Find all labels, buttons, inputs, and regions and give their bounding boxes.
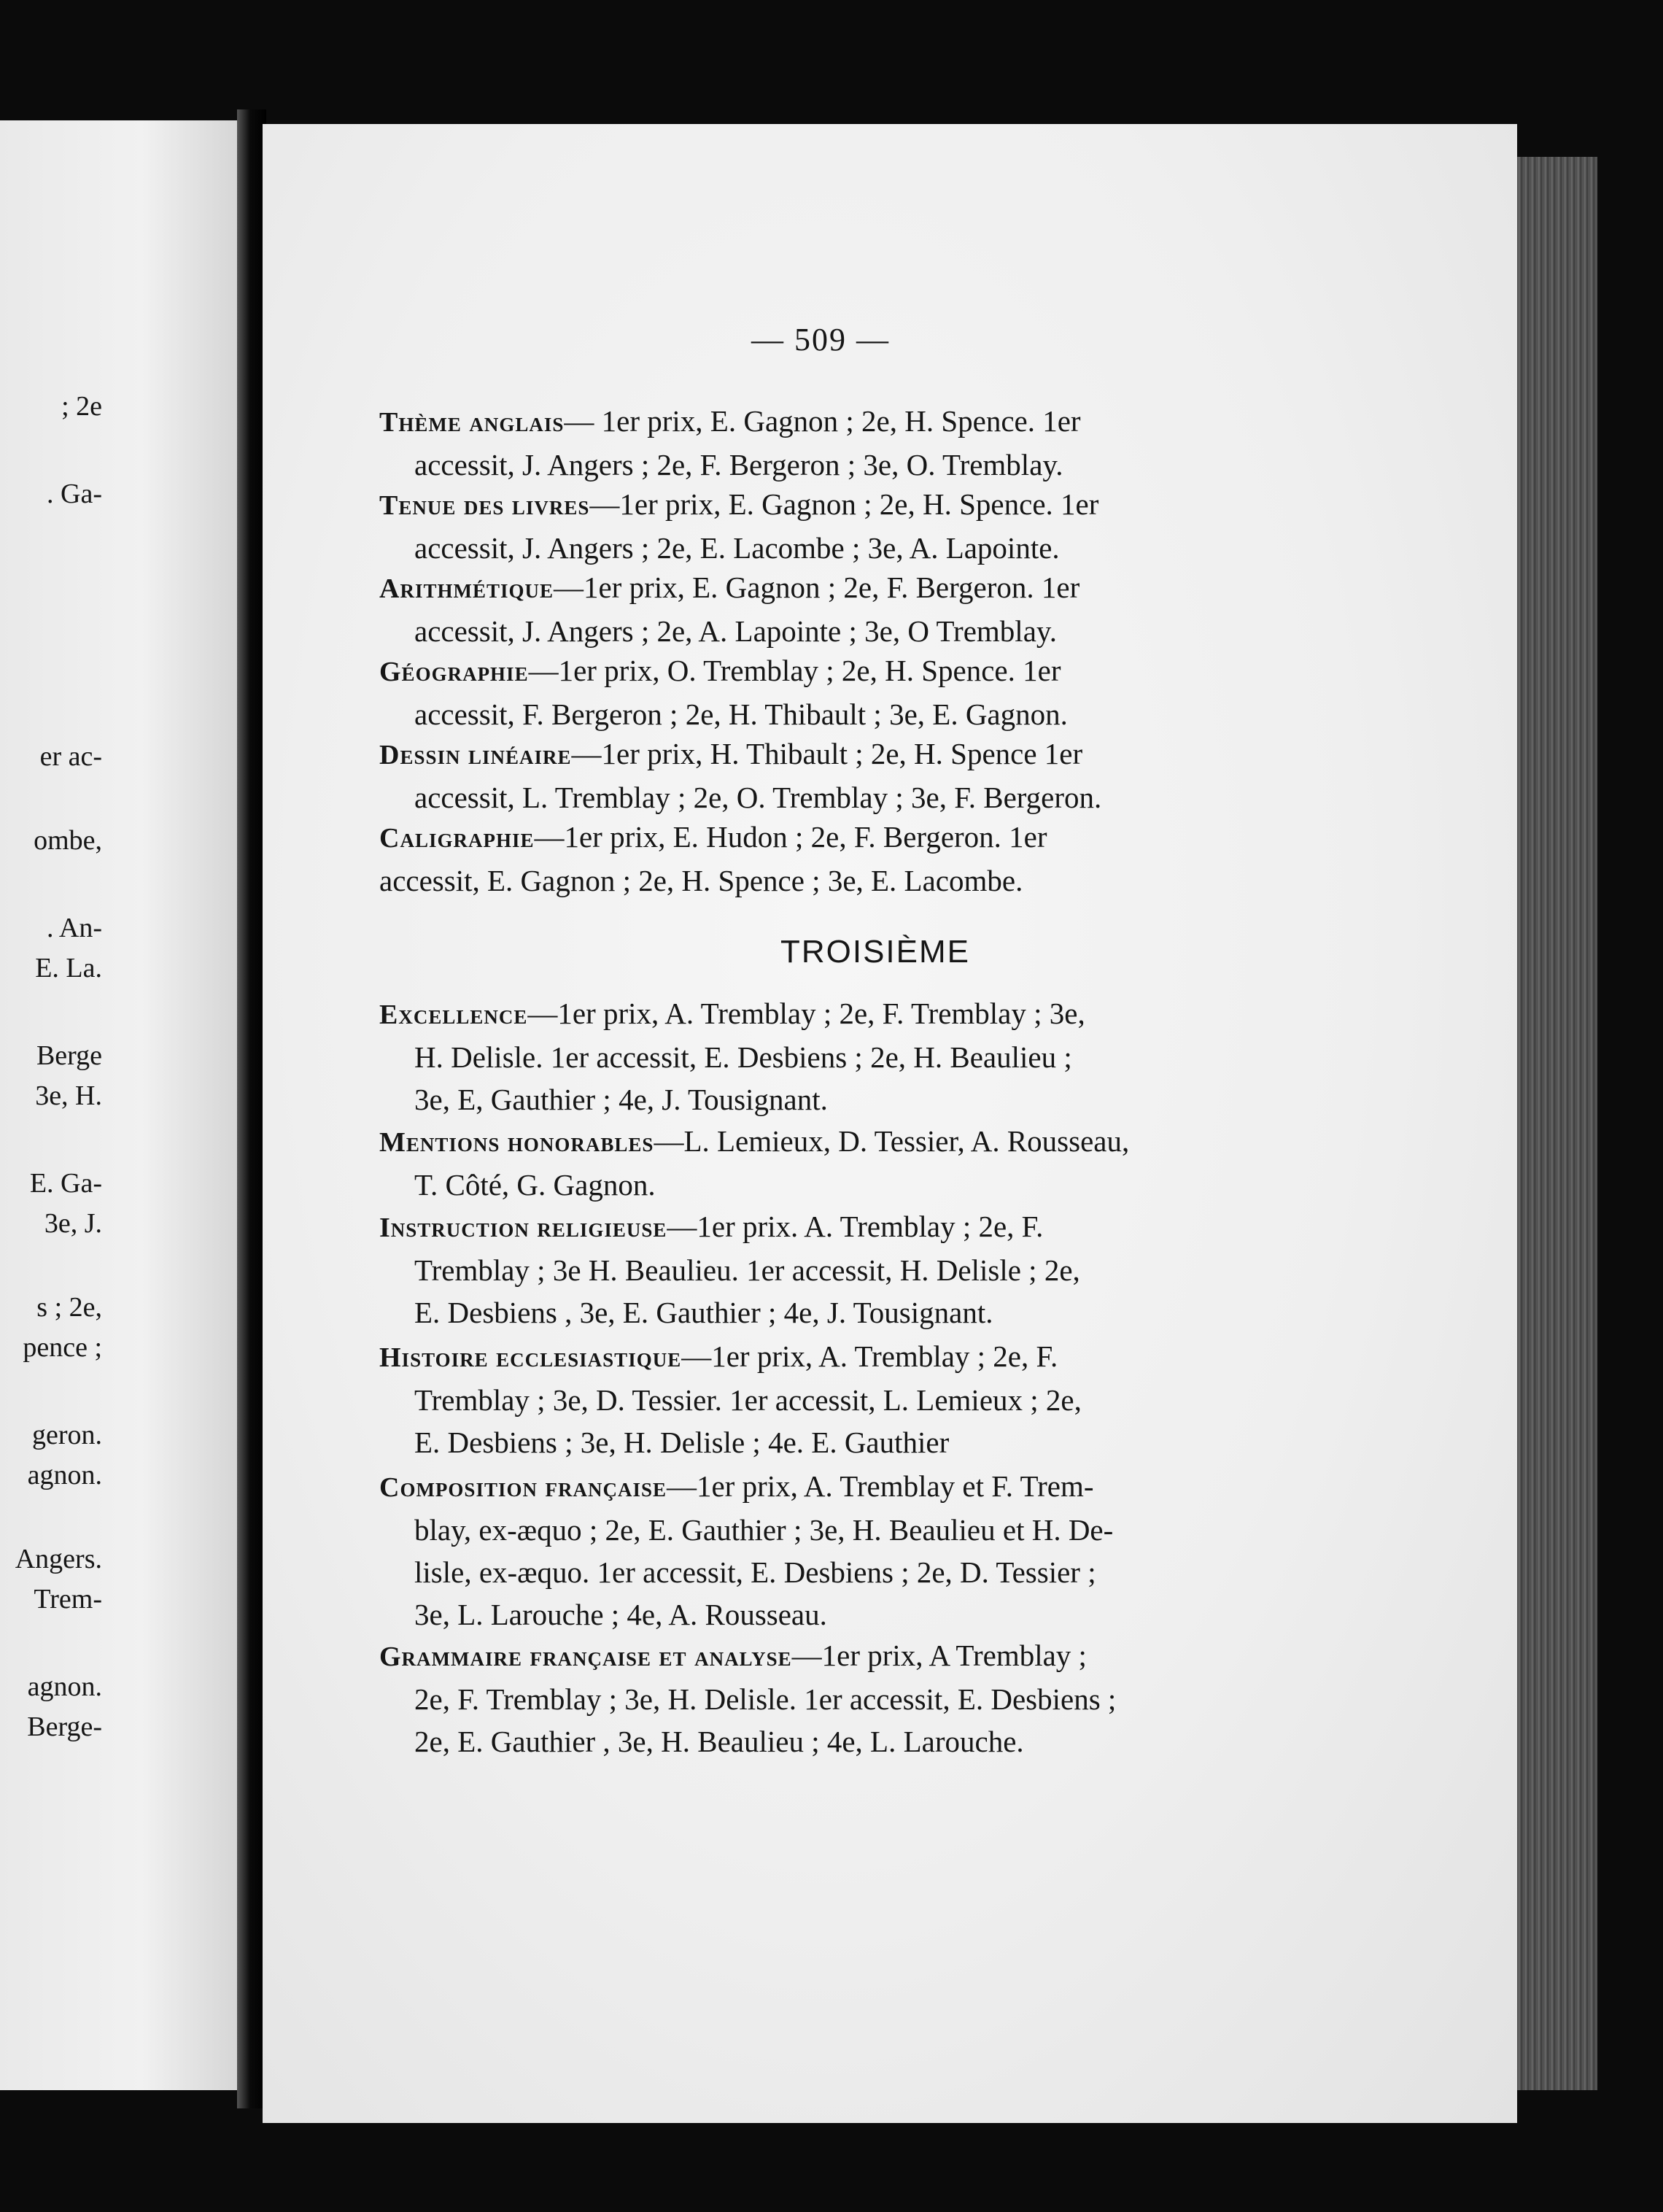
entry-line: E. Desbiens ; 3e, H. Delisle ; 4e. E. Gauthier	[414, 1426, 950, 1459]
left-fragment: E. Ga-	[29, 1168, 102, 1199]
entry-line: 3e, L. Larouche ; 4e, A. Rousseau.	[414, 1598, 827, 1631]
page-block-edges	[1517, 157, 1597, 2090]
left-fragment: s ; 2e,	[36, 1292, 102, 1323]
prize-entry	[379, 992, 1247, 1121]
entry-heading: Instruction religieuse	[379, 1213, 667, 1243]
previous-page	[0, 120, 237, 2090]
entry-line: —1er prix, E. Gagnon ; 2e, F. Bergeron. 1er	[553, 571, 1080, 604]
entry-line: — 1er prix, E. Gagnon ; 2e, H. Spence. 1er	[564, 404, 1081, 438]
left-fragment: pence ;	[23, 1332, 102, 1363]
entry-heading: Mentions honorables	[379, 1127, 654, 1158]
entry-line: E. Desbiens , 3e, E. Gauthier ; 4e, J. Tousignant.	[414, 1296, 993, 1329]
left-fragment: 3e, H.	[35, 1080, 102, 1111]
entry-line: —1er prix, A Tremblay ;	[791, 1639, 1087, 1672]
entry-line: 2e, F. Tremblay ; 3e, H. Delisle. 1er accessit, E. Desbiens ;	[414, 1682, 1117, 1716]
prize-entry	[379, 1634, 1247, 1763]
entry-line: accessit, F. Bergeron ; 2e, H. Thibault ; 3e, E. Gagnon.	[414, 697, 1068, 731]
entry-line: —L. Lemieux, D. Tessier, A. Rousseau,	[654, 1124, 1130, 1158]
left-fragment: Angers.	[15, 1544, 102, 1574]
entry-line: —1er prix, E. Hudon ; 2e, F. Bergeron. 1er	[534, 820, 1047, 854]
book-gutter	[237, 109, 266, 2108]
entry-line: accessit, E. Gagnon ; 2e, H. Spence ; 3e, E. Lacombe.	[379, 864, 1023, 897]
entry-heading: Géographie	[379, 657, 529, 687]
left-fragment: er ac-	[39, 741, 102, 772]
left-fragment: agnon.	[27, 1460, 102, 1490]
left-fragment: ombe,	[34, 825, 102, 856]
entry-heading: Dessin linéaire	[379, 740, 572, 770]
left-fragment: geron.	[31, 1420, 102, 1450]
entry-line: —1er prix, E. Gagnon ; 2e, H. Spence. 1er	[589, 487, 1099, 521]
entry-line: H. Delisle. 1er accessit, E. Desbiens ; 2e, H. Beaulieu ;	[414, 1040, 1072, 1074]
prize-entry	[379, 816, 1247, 902]
prize-entry	[379, 400, 1247, 486]
entry-line: T. Côté, G. Gagnon.	[414, 1168, 656, 1202]
left-fragment: 3e, J.	[44, 1208, 102, 1239]
entry-line: —1er prix, O. Tremblay ; 2e, H. Spence. 1er	[528, 654, 1061, 687]
left-fragment: . An-	[47, 913, 102, 943]
prize-entry	[379, 1465, 1247, 1636]
left-fragment: Berge-	[27, 1712, 102, 1742]
prize-entry	[379, 1205, 1247, 1334]
entry-heading: Excellence	[379, 999, 528, 1030]
entry-line: —1er prix, A. Tremblay ; 2e, F. Tremblay ; 3e,	[527, 997, 1085, 1030]
section-title: TROISIÈME	[780, 934, 971, 970]
entry-line: accessit, J. Angers ; 2e, E. Lacombe ; 3e, A. Lapointe.	[414, 531, 1060, 565]
entry-line: —1er prix, H. Thibault ; 2e, H. Spence 1er	[571, 737, 1083, 770]
prize-entry	[379, 732, 1247, 819]
entry-line: 2e, E. Gauthier , 3e, H. Beaulieu ; 4e, L. Larouche.	[414, 1725, 1024, 1758]
prize-entry	[379, 566, 1247, 652]
entry-line: accessit, J. Angers ; 2e, F. Bergeron ; 3e, O. Tremblay.	[414, 448, 1063, 482]
entry-line: Tremblay ; 3e H. Beaulieu. 1er accessit, H. Delisle ; 2e,	[414, 1253, 1080, 1287]
prize-entry	[379, 483, 1247, 569]
entry-heading: Arithmétique	[379, 573, 554, 604]
prize-entry	[379, 1120, 1247, 1206]
left-fragment: . Ga-	[47, 479, 102, 509]
entry-line: lisle, ex-æquo. 1er accessit, E. Desbiens ; 2e, D. Tessier ;	[414, 1555, 1096, 1589]
entry-heading: Tenue des livres	[379, 490, 590, 521]
entry-line: —1er prix, A. Tremblay ; 2e, F.	[681, 1339, 1058, 1373]
entry-line: accessit, J. Angers ; 2e, A. Lapointe ; 3e, O Tremblay.	[414, 614, 1057, 648]
entry-line: blay, ex-æquo ; 2e, E. Gauthier ; 3e, H. Beaulieu et H. De-	[414, 1513, 1114, 1547]
entry-line: Tremblay ; 3e, D. Tessier. 1er accessit, L. Lemieux ; 2e,	[414, 1383, 1082, 1417]
entry-heading: Caligraphie	[379, 823, 535, 854]
entry-heading: Histoire ecclesiastique	[379, 1342, 682, 1373]
entry-heading: Thème anglais	[379, 407, 565, 438]
prize-entry	[379, 649, 1247, 735]
entry-line: —1er prix, A. Tremblay et F. Trem-	[666, 1469, 1094, 1503]
left-fragment: Trem-	[34, 1584, 102, 1614]
entry-heading: Grammaire française et analyse	[379, 1641, 792, 1672]
left-fragment: ; 2e	[61, 391, 102, 422]
entry-line: 3e, E, Gauthier ; 4e, J. Tousignant.	[414, 1083, 828, 1116]
page-number: — 509 —	[751, 322, 890, 357]
left-fragment: agnon.	[27, 1671, 102, 1702]
prize-entry	[379, 1335, 1247, 1463]
entry-line: accessit, L. Tremblay ; 2e, O. Tremblay ; 3e, F. Bergeron.	[414, 781, 1102, 814]
entry-heading: Composition française	[379, 1472, 667, 1503]
left-fragment: Berge	[36, 1040, 102, 1071]
entry-line: —1er prix. A. Tremblay ; 2e, F.	[667, 1210, 1044, 1243]
left-fragment: E. La.	[35, 953, 102, 983]
